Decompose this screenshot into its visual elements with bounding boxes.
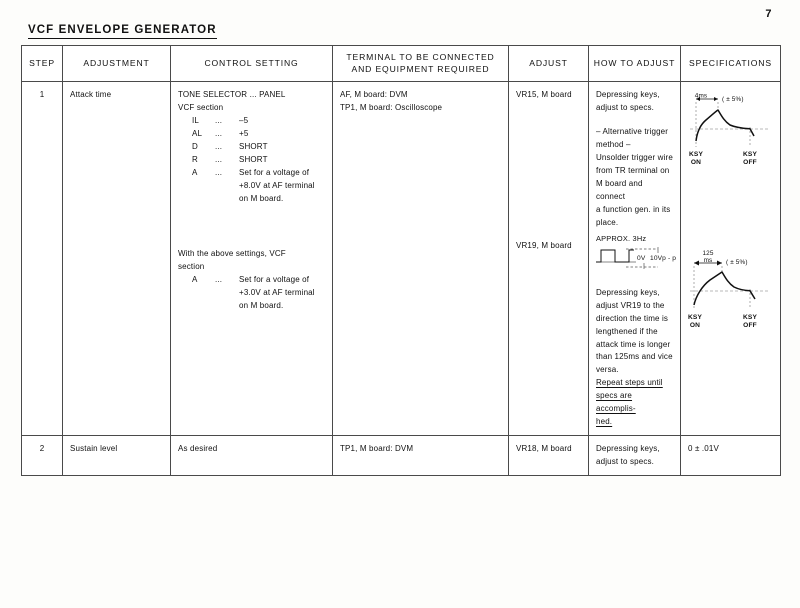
page-title: VCF ENVELOPE GENERATOR [28,24,217,39]
alt-line: – Alternative trigger [596,127,669,137]
control-item-value-cont: +8.0V at AF terminal [239,180,315,190]
adjust-value-2: VR19, M board [516,241,572,251]
terminal-line2: TP1, M board: Oscilloscope [340,103,443,113]
control-item-value: Set for a voltage of [239,167,310,177]
cell-terminal [333,82,509,436]
column-header-adjust: ADJUST [509,46,589,82]
how-to-line-underlined: specs are accomplis- [596,391,636,414]
how-to-line: adjust to specs. [596,103,654,113]
spec-time-label-line2: ms [703,257,713,265]
amplitude-label: 10Vp - p [650,254,677,262]
column-header-terminal-line2: AND EQUIPMENT REQUIRED [351,63,490,74]
column-header-control-setting: CONTROL SETTING [171,46,333,82]
alt-line: from TR terminal on [596,165,670,175]
how-to-line: Depressing keys, [596,444,660,454]
terminal-line1: AF, M board: DVM [340,90,408,100]
control-setting-2-heading-line2: section [178,261,205,271]
control-item-dots: ... [215,154,223,164]
control-item-value-cont: +3.0V at AF terminal [239,287,315,297]
spec-tolerance-label: ( ± 5%) [726,259,748,267]
control-item-dots: ... [215,167,223,177]
spec-tolerance-label: ( ± 5%) [722,96,744,104]
cell-how-to-adjust [589,82,681,436]
key-on-label-line1: KSY [688,314,703,322]
how-to-line: adjust to specs. [596,457,654,467]
how-to-line-underlined: hed. [596,417,613,427]
control-setting-subheading: VCF section [178,103,224,113]
column-header-terminal-line1: TERMINAL TO BE CONNECTED [346,52,495,62]
alt-line: M board and connect [596,178,643,201]
spec-time-label: 4ms [694,92,708,100]
cell-adjust [509,82,589,436]
how-to-line: versa. [596,365,619,375]
envelope-waveform-icon [688,247,776,331]
control-setting-item [192,154,325,167]
control-item-dots: ... [215,129,223,139]
control-setting-block-2 [178,248,325,313]
control-setting-heading: TONE SELECTOR ... PANEL [178,90,286,100]
control-item-value: –5 [239,116,249,126]
square-wave-icon [596,245,682,271]
alt-trigger-block [596,126,673,230]
how-to-line: lengthened if the [596,326,658,336]
control-setting-item [192,128,325,141]
alt-line: method – [596,140,631,150]
alt-line: a function gen. in its [596,204,671,214]
control-item-value-cont: on M board. [239,193,284,203]
how-to-line: than 125ms and vice [596,352,673,362]
key-on-label-line2: ON [690,159,702,167]
cell-adjustment: Attack time [63,82,171,436]
spec-envelope-4ms [688,89,773,167]
cell-specifications [681,82,781,436]
zero-volt-label: 0V [637,254,646,262]
control-setting-block-1 [178,89,325,206]
control-item-key: IL [192,116,199,126]
cell-adjustment: Sustain level [63,436,171,476]
how-to-line-underlined: Repeat steps until [596,378,663,388]
cell-control-setting [171,82,333,436]
control-item-value: SHORT [239,154,268,164]
control-item-dots: ... [215,142,223,151]
column-header-adjustment: ADJUSTMENT [63,46,171,82]
how-to-adjust-block-1 [596,89,677,271]
control-item-value: Set for a voltage of [239,274,310,284]
table-header-row [22,46,781,82]
control-item-key: AL [192,129,203,139]
control-item-key: R [192,154,198,164]
table-row [22,436,781,476]
how-to-line: direction the time is [596,313,669,323]
control-item-value-cont: on M board. [239,300,284,310]
control-item-key: A [192,274,198,284]
control-item-value: +5 [239,129,249,139]
control-item-key: A [192,167,198,177]
column-header-how-to-adjust: HOW TO ADJUST [589,46,681,82]
adjust-value-1: VR15, M board [516,90,572,100]
cell-step: 1 [22,82,63,436]
alt-line: place. [596,217,619,227]
column-header-specifications: SPECIFICATIONS [681,46,781,82]
how-to-line: adjust VR19 to the [596,300,665,310]
spec-envelope-125ms [688,247,773,331]
cell-terminal: TP1, M board: DVM [333,436,509,476]
alt-line: Unsolder trigger wire [596,153,673,162]
cell-adjust: VR18, M board [509,436,589,476]
column-header-terminal [333,46,509,82]
envelope-waveform-icon [688,89,776,167]
control-setting-item [192,141,325,154]
page-number: 7 [765,8,772,20]
key-off-label-line1: KSY [742,314,758,322]
cell-specifications: 0 ± .01V [681,436,781,476]
control-setting-item [192,167,325,180]
control-item-key: D [192,142,198,151]
how-to-line: attack time is longer [596,339,671,349]
how-to-line: Depressing keys, [596,90,660,100]
key-on-label-line2: ON [689,322,701,330]
key-on-label-line1: KSY [688,151,704,159]
how-to-adjust-block-2 [596,287,673,429]
cell-control-setting: As desired [171,436,333,476]
control-setting-2-heading-line1: With the above settings, VCF [178,248,286,258]
key-off-label-line1: KSY [742,151,758,159]
control-item-value: SHORT [239,142,268,151]
table-row [22,82,781,436]
key-off-label-line2: OFF [743,159,757,167]
approx-frequency-label: APPROX. 3Hz [596,233,647,243]
column-header-step: STEP [22,46,63,82]
cell-step: 2 [22,436,63,476]
control-item-dots: ... [215,274,223,284]
square-wave-trigger-diagram [596,233,677,271]
control-setting-item [192,115,325,128]
how-to-line: Depressing keys, [596,287,660,297]
spec-time-label-line1: 125 [702,250,714,258]
control-item-dots: ... [215,116,223,126]
key-off-label-line2: OFF [743,322,757,330]
cell-how-to-adjust [589,436,681,476]
control-setting-item [192,274,325,287]
adjustment-procedure-table [21,45,781,476]
